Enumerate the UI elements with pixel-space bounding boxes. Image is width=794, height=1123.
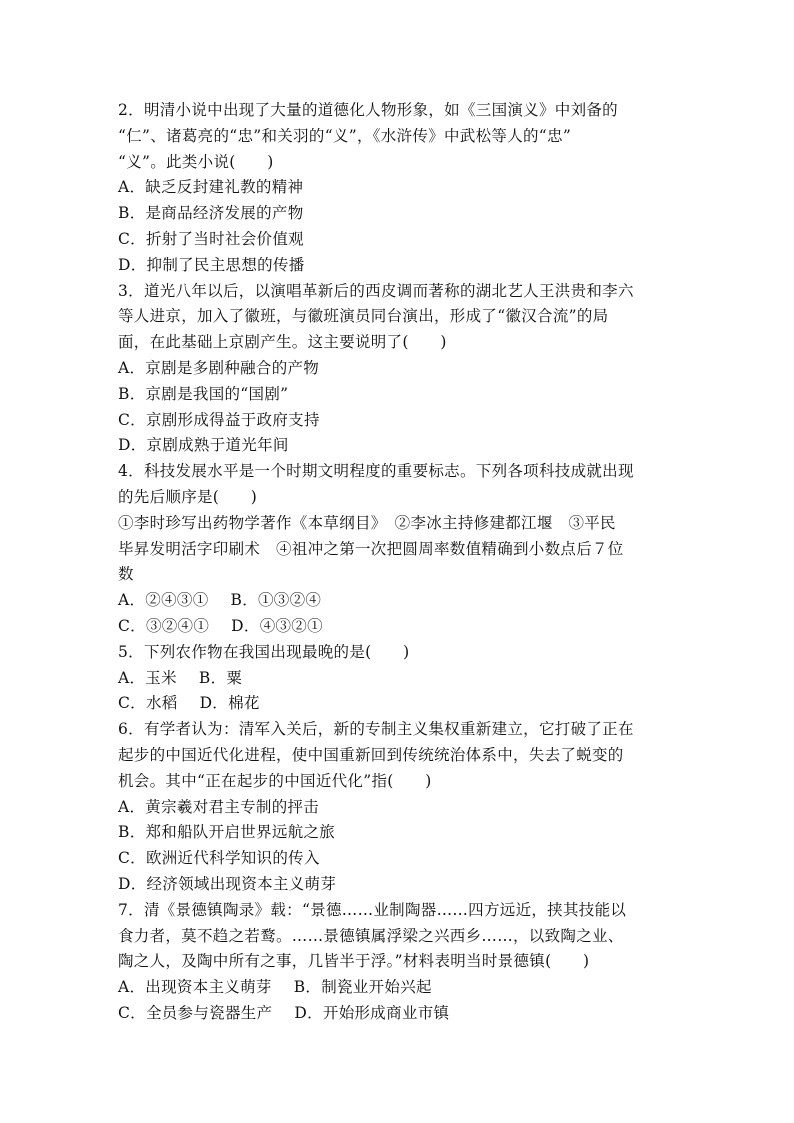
question-7-option-c: C．全员参与瓷器生产 [118,1003,273,1022]
question-3-option-a: A．京剧是多剧种融合的产物 [118,358,320,377]
question-3-stem-line-3: 面，在此基础上京剧产生。这主要说明了( ) [118,333,447,352]
question-6-option-a: A．黄宗羲对君主专制的抨击 [118,797,320,816]
question-4-option-row-1 [118,588,688,614]
question-3 [118,279,688,460]
question-5-option-a: A．玉米 [118,668,177,687]
question-7-option-row-2 [118,1001,688,1027]
question-7-option-row-1 [118,975,688,1001]
question-2-stem-line-1: 2．明清小说中出现了大量的道德化人物形象，如《三国演义》中刘备的 [118,101,618,119]
question-5-stem-line-1: 5．下列农作物在我国出现最晚的是( ) [118,642,410,661]
question-7-stem-line-3: 陶之人，及陶中所有之事，几皆半于浮。”材料表明当时景德镇( ) [118,952,590,971]
question-4-option-d: D．④③②① [231,616,323,635]
question-4-option-b: B．①③②④ [230,591,322,610]
question-2-option-b: B．是商品经济发展的产物 [118,204,304,223]
question-5 [118,640,688,717]
question-2-stem-line-3: “义”。此类小说( ) [118,152,274,171]
question-3-stem-line-1: 3．道光八年以后，以演唱革新后的西皮调而著称的湖北艺人王洪贵和李六 [118,281,634,300]
question-4-option-row-2 [118,614,688,640]
question-2-option-d: D．抑制了民主思想的传播 [118,255,305,274]
question-3-option-d: D．京剧成熟于道光年间 [118,436,289,455]
question-4-stem-line-1: 4．科技发展水平是一个时期文明程度的重要标志。下列各项科技成就出现 [118,462,634,481]
exam-page [118,98,688,1027]
question-7-option-d: D．开始形成商业市镇 [294,1003,450,1022]
question-6-option-b: B．郑和船队开启世界远航之旅 [118,823,336,842]
question-4-option-c: C．③②④① [118,616,210,635]
question-5-option-c: C．水稻 [118,694,178,713]
question-6-option-c: C．欧洲近代科学知识的传入 [118,849,320,868]
question-2-stem-line-2: “仁”、诸葛亮的“忠”和关羽的“义”，《水浒传》中武松等人的“忠” [118,126,572,145]
question-5-option-row-2 [118,691,688,717]
question-7 [118,898,688,1027]
question-3-option-c: C．京剧形成得益于政府支持 [118,410,320,429]
question-2-option-c: C．折射了当时社会价值观 [118,229,304,248]
question-2-option-a: A．缺乏反封建礼教的精神 [118,178,304,197]
question-6-stem-line-2: 起步的中国近代化进程，使中国重新回到传统统治体系中，失去了蜕变的 [118,745,624,764]
question-4-option-a: A．②④③① [118,591,209,610]
question-3-option-b: B．京剧是我国的“国剧” [118,384,289,403]
question-6-stem-line-1: 6．有学者认为：清军入关后，新的专制主义集权重新建立，它打破了正在 [118,720,634,739]
question-5-option-d: D．棉花 [199,694,260,713]
question-3-stem-line-2: 等人进京，加入了徽班，与徽班演员同台演出，形成了“徽汉合流”的局 [118,307,609,326]
question-5-option-row-1 [118,666,688,692]
question-4 [118,459,688,640]
question-6-option-d: D．经济领域出现资本主义萌芽 [118,874,337,893]
question-4-stem-line-3: ①李时珍写出药物学著作《本草纲目》 ②李冰主持修建都江堰 ③平民 [118,513,616,532]
question-7-option-b: B．制瓷业开始兴起 [293,978,432,997]
question-4-stem-line-5: 数 [118,565,134,584]
question-7-stem-line-2: 食力者，莫不趋之若鹜。……景德镇属浮梁之兴西乡……，以致陶之业、 [118,926,624,945]
question-7-option-a: A．出现资本主义萌芽 [118,978,272,997]
question-6-stem-line-3: 机会。其中“正在起步的中国近代化”指( ) [118,771,432,790]
question-7-stem-line-1: 7．清《景德镇陶录》载：“景德……业制陶器……四方远近，挟其技能以 [118,900,627,919]
question-4-stem-line-2: 的先后顺序是( ) [118,487,258,506]
question-5-option-b: B．粟 [198,668,243,687]
question-2 [118,98,688,279]
question-4-stem-line-4: 毕昇发明活字印刷术 ④祖冲之第一次把圆周率数值精确到小数点后７位 [118,539,624,558]
question-6 [118,717,688,898]
